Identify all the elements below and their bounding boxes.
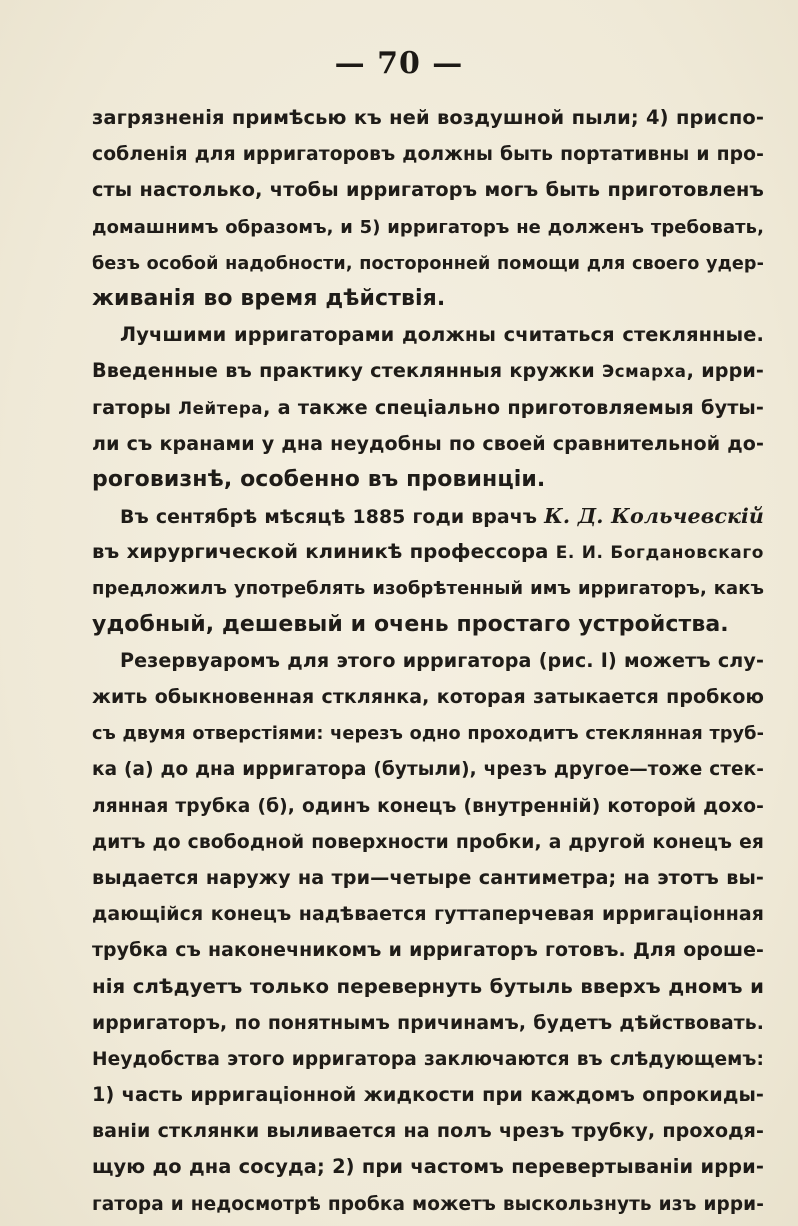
text-line [92, 715, 764, 751]
text-line [92, 317, 764, 353]
text-span: ирригаторъ, по понятнымъ причинамъ, будетъ дѣйствовать. [92, 1012, 764, 1034]
text-span: ка (а) до дна ирригатора (бутыли), чрезъ другое—тоже стек- [92, 759, 764, 781]
text-line [92, 462, 764, 498]
text-line [92, 353, 764, 389]
text-span: ваніи стклянки выливается на полъ чрезъ трубку, проходя- [92, 1120, 764, 1143]
text-line [92, 751, 764, 787]
text-span: Лучшими ирригаторами должны считаться стеклянные. [120, 323, 764, 347]
text-line [92, 1186, 764, 1222]
text-line [92, 281, 764, 317]
text-line [92, 1005, 764, 1041]
text-span: К. Д. Кольчевскій [544, 504, 764, 529]
text-line [92, 426, 764, 462]
text-span: дающійся конецъ надѣвается гуттаперчевая ирригаціонная [92, 903, 764, 926]
page-number: — 70 — [334, 46, 464, 81]
text-line [92, 607, 764, 643]
text-span: Резервуаромъ для этого ирригатора (рис. I) можетъ слу- [120, 648, 764, 672]
text-line [92, 570, 764, 606]
text-line [92, 679, 764, 715]
text-span: предложилъ употреблять изобрѣтенный имъ ирригаторъ, какъ [92, 578, 764, 600]
text-line [92, 896, 764, 932]
text-line [92, 209, 764, 245]
text-span: выдается наружу на три—четыре сантиметра; на этотъ вы- [92, 865, 764, 889]
text-line [92, 390, 764, 426]
text-line [92, 245, 764, 281]
text-span: Е. И. Богдановскаго [555, 542, 764, 563]
text-span: трубка съ наконечникомъ и ирригаторъ готовъ. Для ороше- [92, 939, 764, 962]
text-span: живанія во время дѣйствія. [92, 285, 446, 311]
text-span: 1) часть ирригаціонной жидкости при каждомъ опрокиды- [92, 1083, 764, 1107]
text-line [92, 1041, 764, 1077]
text-span: роговизнѣ, особенно въ провинціи. [92, 466, 546, 492]
text-span: , а также спеціально приготовляемыя буты- [263, 395, 764, 419]
text-span: Лейтера [178, 398, 264, 418]
text-line [92, 1149, 764, 1185]
text-line [92, 136, 764, 172]
text-span: удобный, дешевый и очень простаго устройства. [92, 611, 729, 637]
text-line [92, 932, 764, 968]
text-span: собленія для ирригаторовъ должны быть портативны и про- [92, 144, 764, 166]
text-span: нія слѣдуетъ только перевернуть бутыль вверхъ дномъ и [92, 974, 764, 998]
text-line [92, 788, 764, 824]
text-span: лянная трубка (б), одинъ конецъ (внутренній) которой дохо- [92, 795, 764, 817]
text-span: въ хирургической клиникѣ профессора [92, 540, 556, 564]
text-span: гатора и недосмотрѣ пробка можетъ выскользнуть изъ ирри- [92, 1193, 764, 1215]
text-line [92, 534, 764, 570]
text-span: жить обыкновенная стклянка, которая затыкается пробкою [92, 686, 764, 708]
text-span: , ирри- [686, 359, 764, 383]
text-line [92, 498, 764, 534]
text-span: гаторы [92, 395, 179, 419]
text-span: сты настолько, чтобы ирригаторъ могъ быть приготовленъ [92, 178, 764, 202]
text-span: съ двумя отверстіями: черезъ одно проходитъ стеклянная труб- [92, 724, 764, 745]
text-line [92, 100, 764, 136]
text-span: загрязненія примѣсью къ ней воздушной пыли; 4) приспо- [92, 106, 764, 129]
text-span: Эсмарха [601, 362, 687, 382]
text-span: Въ сентябрѣ мѣсяцѣ 1885 годи врачъ [120, 506, 545, 529]
text-span: Введенные въ практику стеклянныя кружки [92, 359, 602, 383]
text-span: щую до дна сосуда; 2) при частомъ перевертываніи ирри- [92, 1155, 764, 1179]
text-span: безъ особой надобности, посторонней помощи для своего удер- [92, 253, 764, 274]
text-span: Неудобства этого ирригатора заключаются въ слѣдующемъ: [92, 1048, 764, 1070]
text-line [92, 643, 764, 679]
text-line [92, 860, 764, 896]
body-text [92, 100, 764, 1222]
text-line [92, 824, 764, 860]
text-line [92, 1113, 764, 1149]
text-line [92, 172, 764, 208]
text-span: домашнимъ образомъ, и 5) ирригаторъ не долженъ требовать, [92, 216, 764, 238]
text-span: дитъ до свободной поверхности пробки, а другой конецъ ея [92, 831, 764, 853]
text-span: ли съ кранами у дна неудобны по своей сравнительной до- [92, 432, 764, 455]
text-line [92, 969, 764, 1005]
text-line [92, 1077, 764, 1113]
